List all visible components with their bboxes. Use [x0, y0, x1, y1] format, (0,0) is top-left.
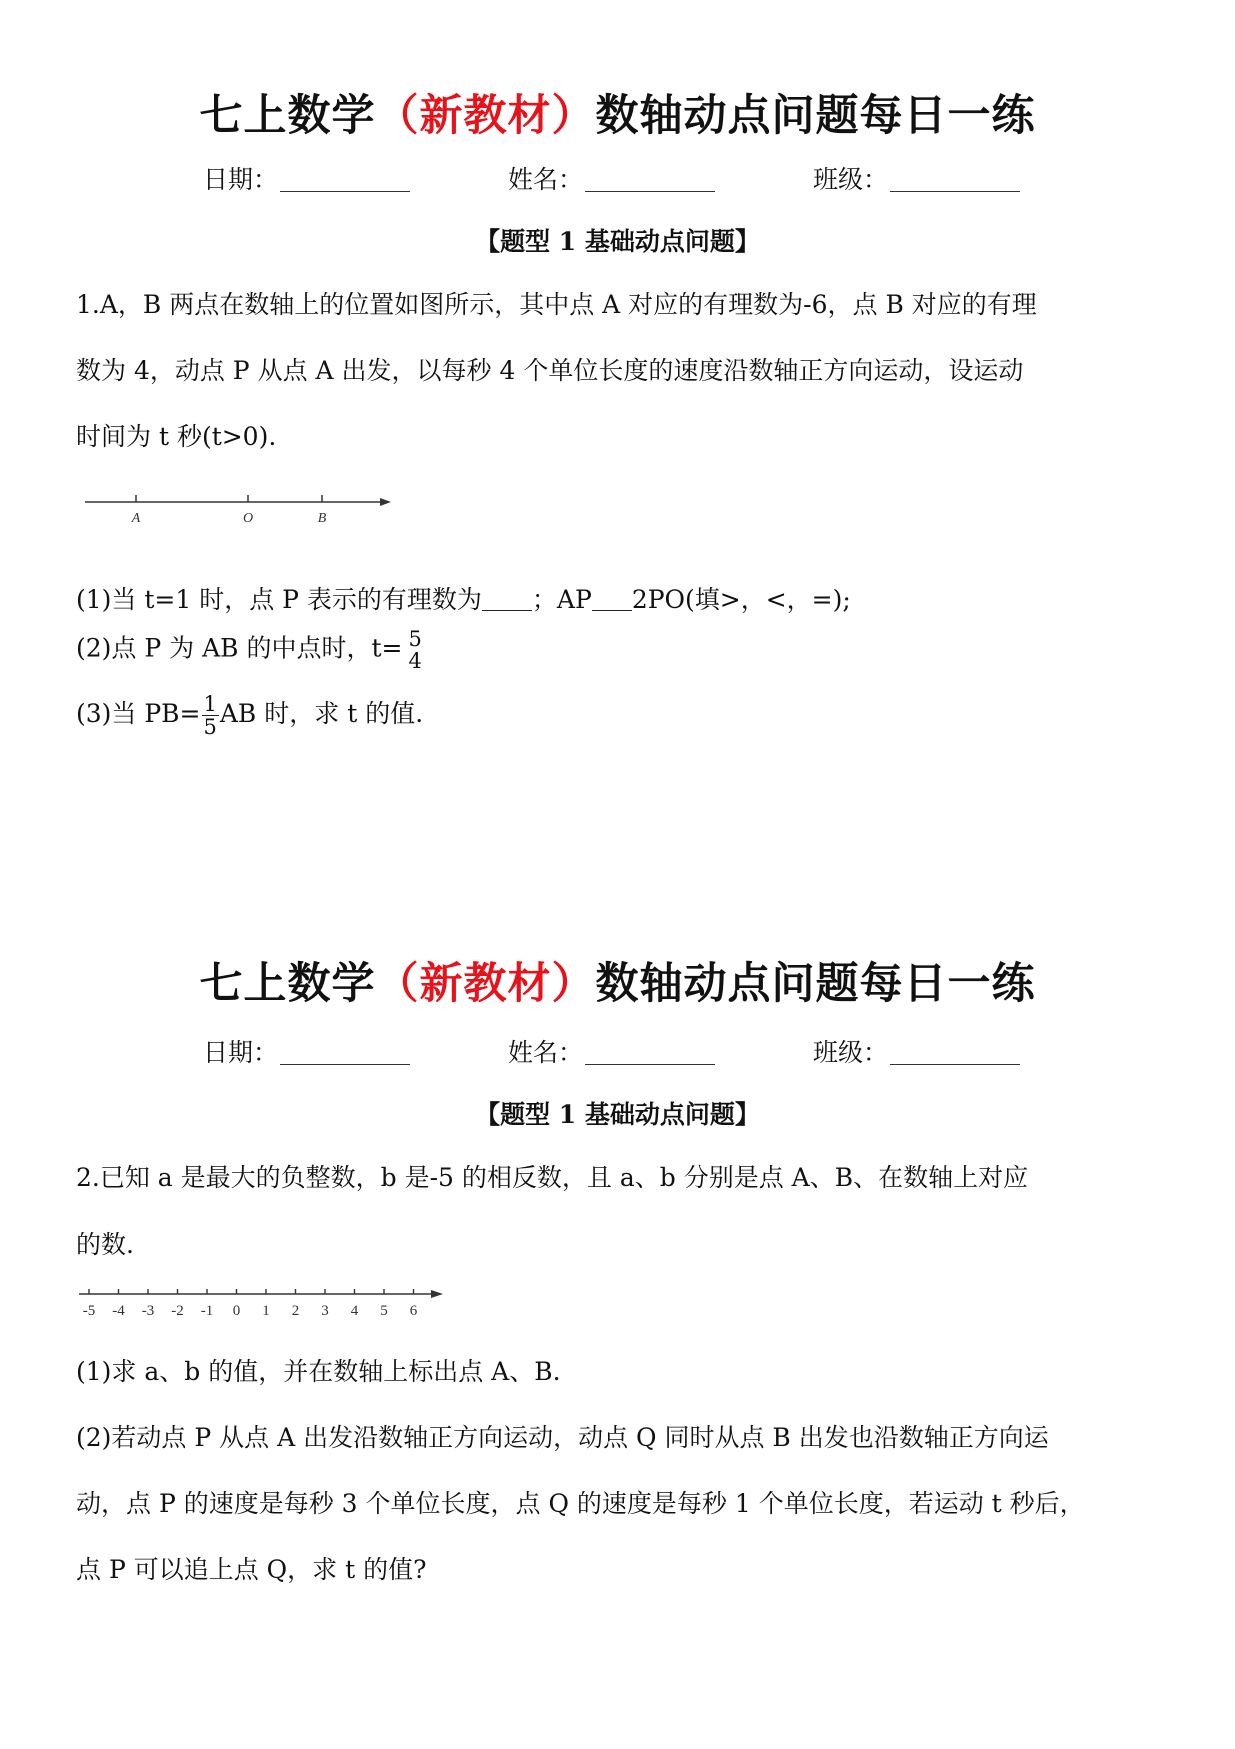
date-field: 日期：	[203, 160, 410, 196]
axis-label-o: O	[242, 511, 254, 526]
axis-tick-label: -3	[141, 1303, 155, 1319]
q2-line-2: 的数.	[76, 1230, 134, 1259]
title-highlight-2: （新教材）	[375, 959, 596, 1009]
name-field: 姓名：	[508, 160, 715, 196]
axis-tick-label: -1	[200, 1303, 214, 1319]
q1-line-2: 数为 4，动点 P 从点 A 出发，以每秒 4 个单位长度的速度沿数轴正方向运动，设运动	[76, 356, 1024, 385]
question-type-label-2: 【题型 1 基础动点问题】	[475, 1100, 760, 1129]
class-field-2: 班级：	[813, 1033, 1020, 1069]
q2-number-line	[76, 1282, 456, 1327]
fraction-1-5: $\frac{1}{5}$	[203, 692, 217, 739]
q2-line-1: 2.已知 a 是最大的负整数，b 是-5 的相反数，且 a、b 分别是点 A、B、在数轴上对应	[76, 1163, 1029, 1192]
name-blank[interactable]	[585, 167, 715, 192]
axis-label-a: A	[131, 511, 141, 526]
q1-part-2: (2)点 P 为 AB 的中点时，t= 5 4	[76, 627, 422, 673]
axis-label-b: B	[317, 511, 327, 526]
axis-tick-label: 1	[262, 1303, 270, 1319]
axis-tick-label: -4	[112, 1303, 125, 1319]
title-highlight: （新教材）	[375, 91, 596, 141]
q1-part-3: (3)当 PB= $\frac{1}{5}$ AB 时，求 t 的值.	[76, 692, 424, 739]
axis-tick-label: 2	[291, 1303, 300, 1319]
axis-tick-label: 3	[321, 1303, 329, 1319]
name-field-2: 姓名：	[508, 1033, 715, 1069]
answer-blank-2[interactable]	[592, 588, 632, 611]
q1-part-1: (1)当 t=1 时，点 P 表示的有理数为 ；AP 2PO(填>，<，=);	[76, 585, 851, 614]
question-type-label: 【题型 1 基础动点问题】	[475, 227, 760, 256]
date-blank-2[interactable]	[280, 1040, 410, 1065]
q2-part-2-line-3: 点 P 可以追上点 Q，求 t 的值?	[76, 1555, 427, 1584]
axis-tick-label: -2	[171, 1303, 184, 1319]
axis-tick-label: 4	[350, 1303, 359, 1319]
q2-part-2-line-2: 动，点 P 的速度是每秒 3 个单位长度，点 Q 的速度是每秒 1 个单位长度，若运动 t 秒后，	[76, 1489, 1085, 1518]
q1-number-line	[80, 485, 400, 530]
answer-blank-1[interactable]	[482, 588, 532, 611]
axis-tick-label: 5	[380, 1303, 388, 1319]
date-blank[interactable]	[280, 167, 410, 192]
worksheet-title-2: 七上数学（新教材）数轴动点问题每日一练	[199, 959, 1036, 1009]
axis-tick-label: 0	[232, 1303, 241, 1319]
q2-part-2-line-1: (2)若动点 P 从点 A 出发沿数轴正方向运动，动点 Q 同时从点 B 出发也沿数轴正方向运	[76, 1423, 1049, 1452]
q1-line-1: 1.A，B 两点在数轴上的位置如图所示，其中点 A 对应的有理数为-6，点 B 对应的有理	[76, 290, 1037, 319]
class-field: 班级：	[813, 160, 1020, 196]
axis-tick-label: 6	[409, 1303, 418, 1319]
q2-part-1: (1)求 a、b 的值，并在数轴上标出点 A、B.	[76, 1357, 561, 1386]
class-blank-2[interactable]	[890, 1040, 1020, 1065]
q1-line-3: 时间为 t 秒(t>0).	[76, 422, 277, 451]
name-blank-2[interactable]	[585, 1040, 715, 1065]
axis-tick-label: -5	[82, 1303, 96, 1319]
worksheet-title: 七上数学（新教材）数轴动点问题每日一练	[199, 91, 1036, 141]
date-field-2: 日期：	[203, 1033, 410, 1069]
fraction-5-4: 5 4	[408, 627, 422, 673]
class-blank[interactable]	[890, 167, 1020, 192]
